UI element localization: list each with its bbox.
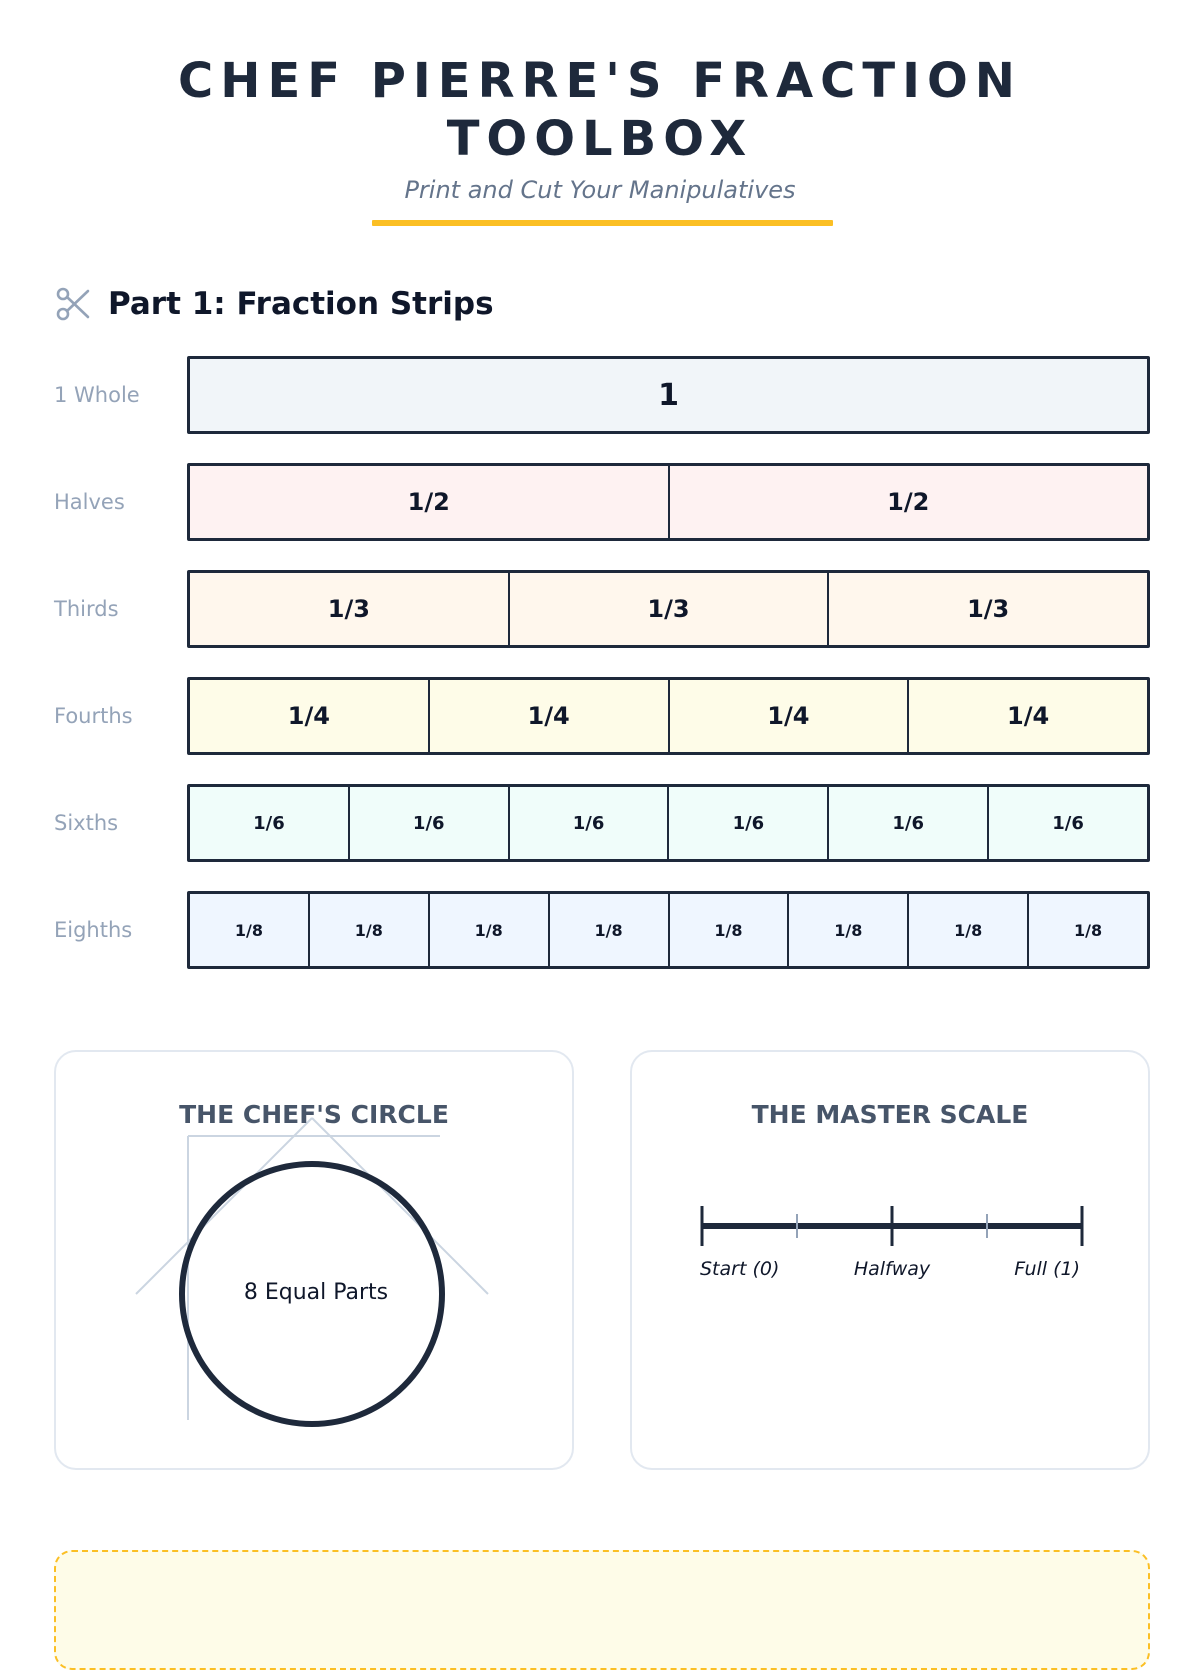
- fraction-strip-row: [54, 784, 1150, 862]
- fraction-strip-row: [54, 677, 1150, 755]
- page-subtitle: Print and Cut Your Manipulatives: [404, 176, 796, 204]
- guide-line-diagonal-left: [136, 1118, 312, 1294]
- fraction-piece: 1/3: [967, 595, 1010, 623]
- strip-bar: [187, 891, 1150, 969]
- fraction-piece: 1/8: [670, 894, 790, 966]
- master-scale-card: [630, 1050, 1150, 1470]
- fraction-piece: 1: [658, 377, 679, 413]
- strip-bar: [187, 784, 1150, 862]
- fraction-piece: 1/2: [190, 466, 670, 538]
- fraction-piece: 1/4: [1007, 702, 1050, 730]
- strip-label: Fourths: [54, 704, 133, 728]
- strip-label: Thirds: [54, 597, 119, 621]
- chefs-circle-card: [54, 1050, 574, 1470]
- fraction-piece: 1/4: [190, 680, 430, 752]
- fraction-piece: 1/3: [510, 573, 830, 645]
- fraction-strip-row: [54, 356, 1150, 434]
- fraction-piece: 1/6: [829, 787, 989, 859]
- fraction-piece: 1/6: [669, 787, 829, 859]
- fraction-piece: 1/8: [430, 894, 550, 966]
- fraction-piece: 1/6: [1052, 812, 1084, 834]
- scale-label-halfway: Halfway: [853, 1258, 931, 1280]
- page-title: [0, 52, 1200, 168]
- title-line-2: TOOLBOX: [446, 111, 754, 167]
- fraction-piece: 1/6: [510, 787, 670, 859]
- scale-label-full: Full (1): [1014, 1258, 1080, 1280]
- fraction-piece: 1/6: [350, 787, 510, 859]
- fraction-piece: 1/8: [550, 894, 670, 966]
- strip-bar: [187, 570, 1150, 648]
- title-line-1: CHEF PIERRE'S FRACTION: [178, 53, 1022, 109]
- fraction-strip-row: [54, 570, 1150, 648]
- fraction-piece: 1/8: [190, 894, 310, 966]
- section-header-fraction-strips: [54, 284, 494, 324]
- bottom-dashed-panel: [54, 1550, 1150, 1670]
- strip-label: Sixths: [54, 811, 119, 835]
- fraction-piece: 1/2: [887, 488, 930, 516]
- strip-label: Halves: [54, 490, 125, 514]
- fraction-piece: 1/3: [190, 573, 510, 645]
- fraction-piece: 1/4: [430, 680, 670, 752]
- scale-card-title: THE MASTER SCALE: [751, 1100, 1029, 1129]
- strip-bar: [187, 677, 1150, 755]
- strip-label: Eighths: [54, 918, 133, 942]
- circle-center-label: 8 Equal Parts: [243, 1280, 389, 1305]
- strip-bar: [187, 463, 1150, 541]
- guide-line-diagonal-right: [312, 1118, 488, 1294]
- fraction-piece: 1/8: [1074, 920, 1103, 940]
- circle-card-title: THE CHEF'S CIRCLE: [179, 1100, 449, 1129]
- scissors-icon: [54, 285, 92, 323]
- fraction-piece: 1/8: [909, 894, 1029, 966]
- title-underline: [372, 220, 833, 226]
- fraction-strip-row: [54, 463, 1150, 541]
- strip-label: 1 Whole: [54, 383, 140, 407]
- fraction-strip-row: [54, 891, 1150, 969]
- scale-label-start: Start (0): [700, 1258, 780, 1280]
- section-title: Part 1: Fraction Strips: [108, 286, 494, 322]
- fraction-piece: 1/8: [789, 894, 909, 966]
- fraction-piece: 1/6: [190, 787, 350, 859]
- strip-bar: [187, 356, 1150, 434]
- fraction-piece: 1/4: [670, 680, 910, 752]
- fraction-piece: 1/8: [310, 894, 430, 966]
